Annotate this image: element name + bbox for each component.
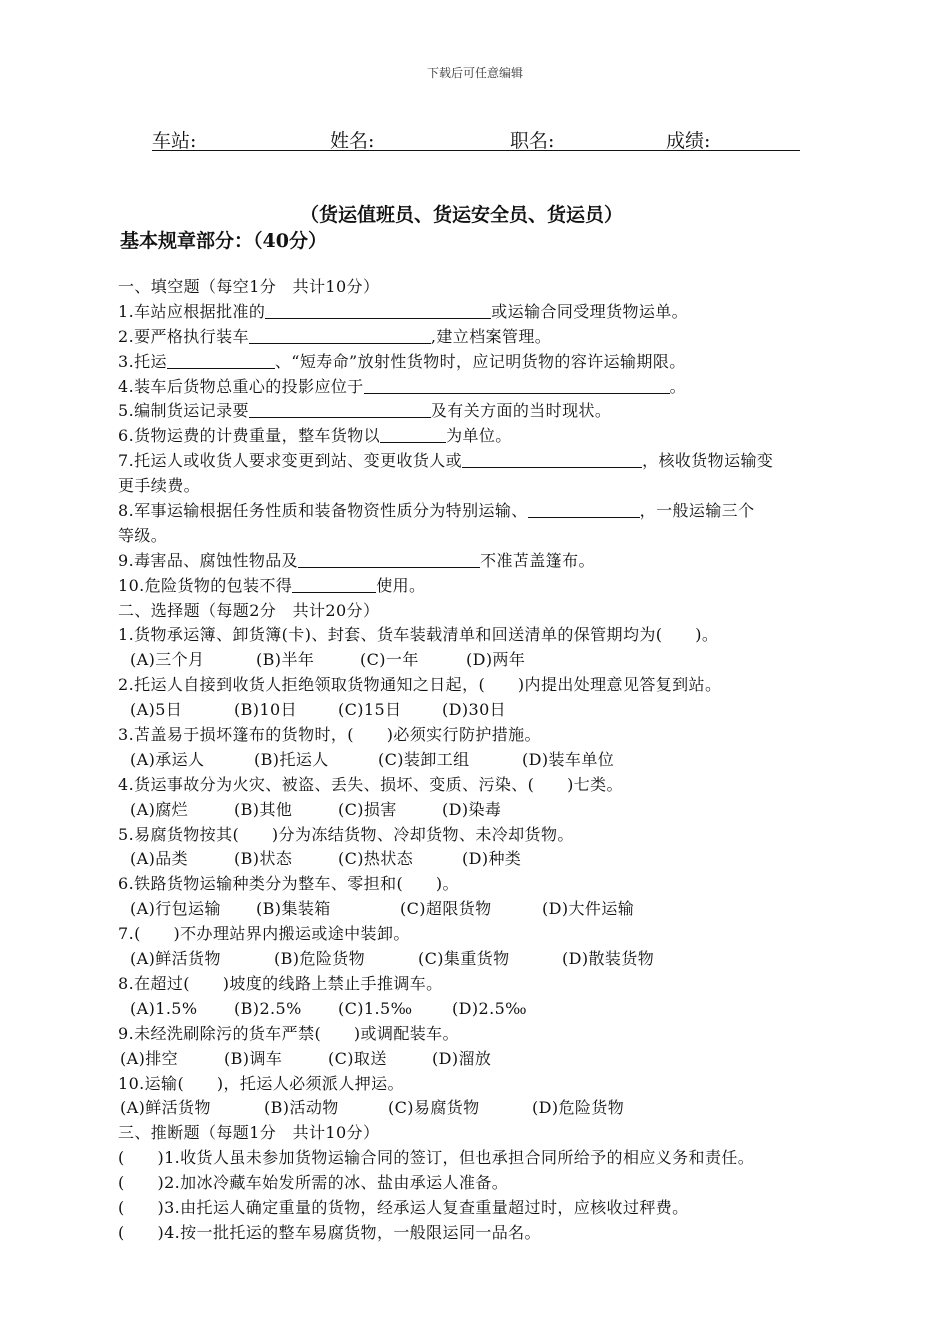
choice-question-7: 7.( )不办理站界内搬运或途中装卸。	[118, 924, 410, 944]
choice-option[interactable]: (A)1.5%	[130, 998, 198, 1018]
judge-question-3: ( )3.由托运人确定重量的货物，经承运人复查重量超过时，应核收过秤费。	[118, 1197, 689, 1217]
watermark-text: 下载后可任意编辑	[426, 66, 523, 80]
choice-question-5: 5.易腐货物按其( )分为冻结货物、冷却货物、未冷却货物。	[118, 824, 574, 844]
choice-options-8	[118, 997, 858, 1022]
choice-option[interactable]: (D)散装货物	[562, 949, 655, 969]
answer-blank[interactable]	[249, 400, 431, 418]
choice-option[interactable]: (C)损害	[338, 799, 397, 819]
choice-option[interactable]: (B)危险货物	[274, 949, 366, 969]
choice-option[interactable]: (D)两年	[466, 650, 526, 670]
choice-options-1	[118, 648, 858, 673]
answer-blank[interactable]	[364, 376, 670, 394]
fill-question-10: 10.危险货物的包装不得 使用。	[118, 575, 426, 595]
choice-question-8: 8.在超过( )坡度的线路上禁止手推调车。	[118, 973, 443, 993]
fill-question-6: 6.货物运费的计费重量，整车货物以 为单位。	[118, 426, 512, 446]
choice-option[interactable]: (C)取送	[328, 1048, 387, 1068]
judge-heading: 三、推断题（每题1分 共计10分）	[118, 1123, 380, 1143]
choice-options-9	[118, 1047, 858, 1072]
fill-question-3: 3.托运 、“短寿命”放射性货物时，应记明货物的容许运输期限。	[118, 351, 686, 371]
choice-question-2: 2.托运人自接到收货人拒绝领取货物通知之日起，( )内提出处理意见答复到站。	[118, 675, 722, 695]
choice-option[interactable]: (D)种类	[462, 849, 522, 869]
fill-heading: 一、填空题（每空1分 共计10分）	[118, 277, 380, 296]
fill-question-4: 4.装车后货物总重心的投影应位于 。	[118, 376, 687, 396]
choice-option[interactable]: (C)15日	[338, 700, 402, 720]
judge-question-1: ( )1.收货人虽未参加货物运输合同的签订，但也承担合同所给予的相应义务和责任。	[118, 1148, 755, 1168]
choice-option[interactable]: (C)1.5‰	[338, 998, 413, 1018]
answer-blank[interactable]	[528, 500, 640, 518]
name-label: 姓名:	[330, 130, 375, 152]
choice-option[interactable]: (C)一年	[360, 650, 419, 670]
choice-option[interactable]: (C)超限货物	[400, 899, 492, 919]
choice-option[interactable]: (D)装车单位	[522, 749, 615, 769]
choice-options-2	[118, 698, 858, 723]
fill-question-8: 8.军事运输根据任务性质和装备物资性质分为特别运输、 ，一般运输三个	[118, 501, 755, 521]
fill-question-7: 7.托运人或收货人要求变更到站、变更收货人或 ，核收货物运输变	[118, 451, 774, 471]
choice-option[interactable]: (A)行包运输	[130, 899, 221, 919]
score-label: 成绩:	[666, 130, 711, 152]
answer-blank[interactable]	[265, 301, 491, 319]
fill-question-5: 5.编制货运记录要 及有关方面的当时现状。	[118, 401, 612, 421]
answer-blank[interactable]	[167, 351, 275, 369]
choice-option[interactable]: (B)状态	[234, 849, 293, 869]
answer-blank[interactable]	[292, 575, 376, 593]
fill-question-9: 9.毒害品、腐蚀性物品及 不准苫盖篷布。	[118, 550, 595, 570]
fill-question-1: 1.车站应根据批准的 或运输合同受理货物运单。	[118, 301, 689, 321]
choice-option[interactable]: (B)其他	[234, 799, 293, 819]
choice-question-4: 4.货运事故分为火灾、被盗、丢失、损坏、变质、污染、( )七类。	[118, 774, 623, 794]
choice-option[interactable]: (C)集重货物	[418, 949, 510, 969]
choice-question-9: 9.未经洗刷除污的货车严禁( )或调配装车。	[118, 1023, 459, 1043]
choice-question-6: 6.铁路货物运输种类分为整车、零担和( )。	[118, 874, 459, 894]
judge-question-2: ( )2.加冰冷藏车始发所需的冰、盐由承运人准备。	[118, 1173, 509, 1193]
choice-option[interactable]: (D)2.5‰	[452, 998, 528, 1018]
judge-question-4: ( )4.按一批托运的整车易腐货物，一般限运同一品名。	[118, 1222, 541, 1242]
choice-option[interactable]: (C)热状态	[338, 849, 414, 869]
exam-content	[118, 275, 858, 1246]
choice-option[interactable]: (B)10日	[234, 700, 298, 720]
choice-option[interactable]: (D)危险货物	[532, 1098, 625, 1118]
choice-option[interactable]: (A)腐烂	[130, 799, 189, 819]
choice-option[interactable]: (A)承运人	[130, 749, 205, 769]
choice-option[interactable]: (B)2.5%	[234, 998, 302, 1018]
choice-option[interactable]: (B)调车	[224, 1048, 283, 1068]
choice-question-3: 3.苫盖易于损坏篷布的货物时，( )必须实行防护措施。	[118, 725, 541, 745]
choice-options-7	[118, 947, 858, 972]
header-fields	[152, 126, 800, 151]
section-title: 基本规章部分：（40分）	[120, 230, 327, 252]
choice-option[interactable]: (A)5日	[130, 700, 183, 720]
choice-option[interactable]: (A)品类	[130, 849, 189, 869]
choice-option[interactable]: (C)易腐货物	[388, 1098, 480, 1118]
choice-option[interactable]: (D)溜放	[432, 1048, 492, 1068]
choice-option[interactable]: (D)30日	[442, 700, 507, 720]
choice-option[interactable]: (D)染毒	[442, 799, 502, 819]
choice-option[interactable]: (B)活动物	[264, 1098, 339, 1118]
choice-question-1: 1.货物承运簿、卸货簿(卡)、封套、货车装载清单和回送清单的保管期均为( )。	[118, 625, 719, 645]
choice-option[interactable]: (B)集装箱	[256, 899, 331, 919]
choice-option[interactable]: (B)托运人	[254, 749, 329, 769]
choice-option[interactable]: (A)排空	[120, 1048, 179, 1068]
choice-option[interactable]: (A)三个月	[130, 650, 205, 670]
fill-question-2: 2.要严格执行装车 ,建立档案管理。	[118, 326, 552, 346]
choice-question-10: 10.运输( )，托运人必须派人押运。	[118, 1073, 404, 1093]
answer-blank[interactable]	[298, 550, 480, 568]
exam-subtitle: （货运值班员、货运安全员、货运员）	[300, 204, 624, 226]
answer-blank[interactable]	[249, 326, 431, 344]
fill-question-8-cont: 等级。	[118, 525, 168, 545]
choice-options-5	[118, 847, 858, 872]
choice-options-4	[118, 798, 858, 823]
answer-blank[interactable]	[462, 450, 642, 468]
choice-options-10	[118, 1096, 858, 1121]
choice-heading: 二、选择题（每题2分 共计20分）	[118, 600, 380, 620]
choice-option[interactable]: (D)大件运输	[542, 899, 635, 919]
choice-option[interactable]: (B)半年	[256, 650, 315, 670]
choice-option[interactable]: (A)鲜活货物	[120, 1098, 211, 1118]
fill-question-7-cont: 更手续费。	[118, 476, 201, 496]
choice-option[interactable]: (C)装卸工组	[378, 749, 470, 769]
choice-options-6	[118, 897, 858, 922]
position-label: 职名:	[510, 130, 555, 152]
choice-option[interactable]: (A)鲜活货物	[130, 949, 221, 969]
choice-options-3	[118, 748, 858, 773]
station-label: 车站:	[152, 130, 197, 152]
answer-blank[interactable]	[380, 425, 446, 443]
